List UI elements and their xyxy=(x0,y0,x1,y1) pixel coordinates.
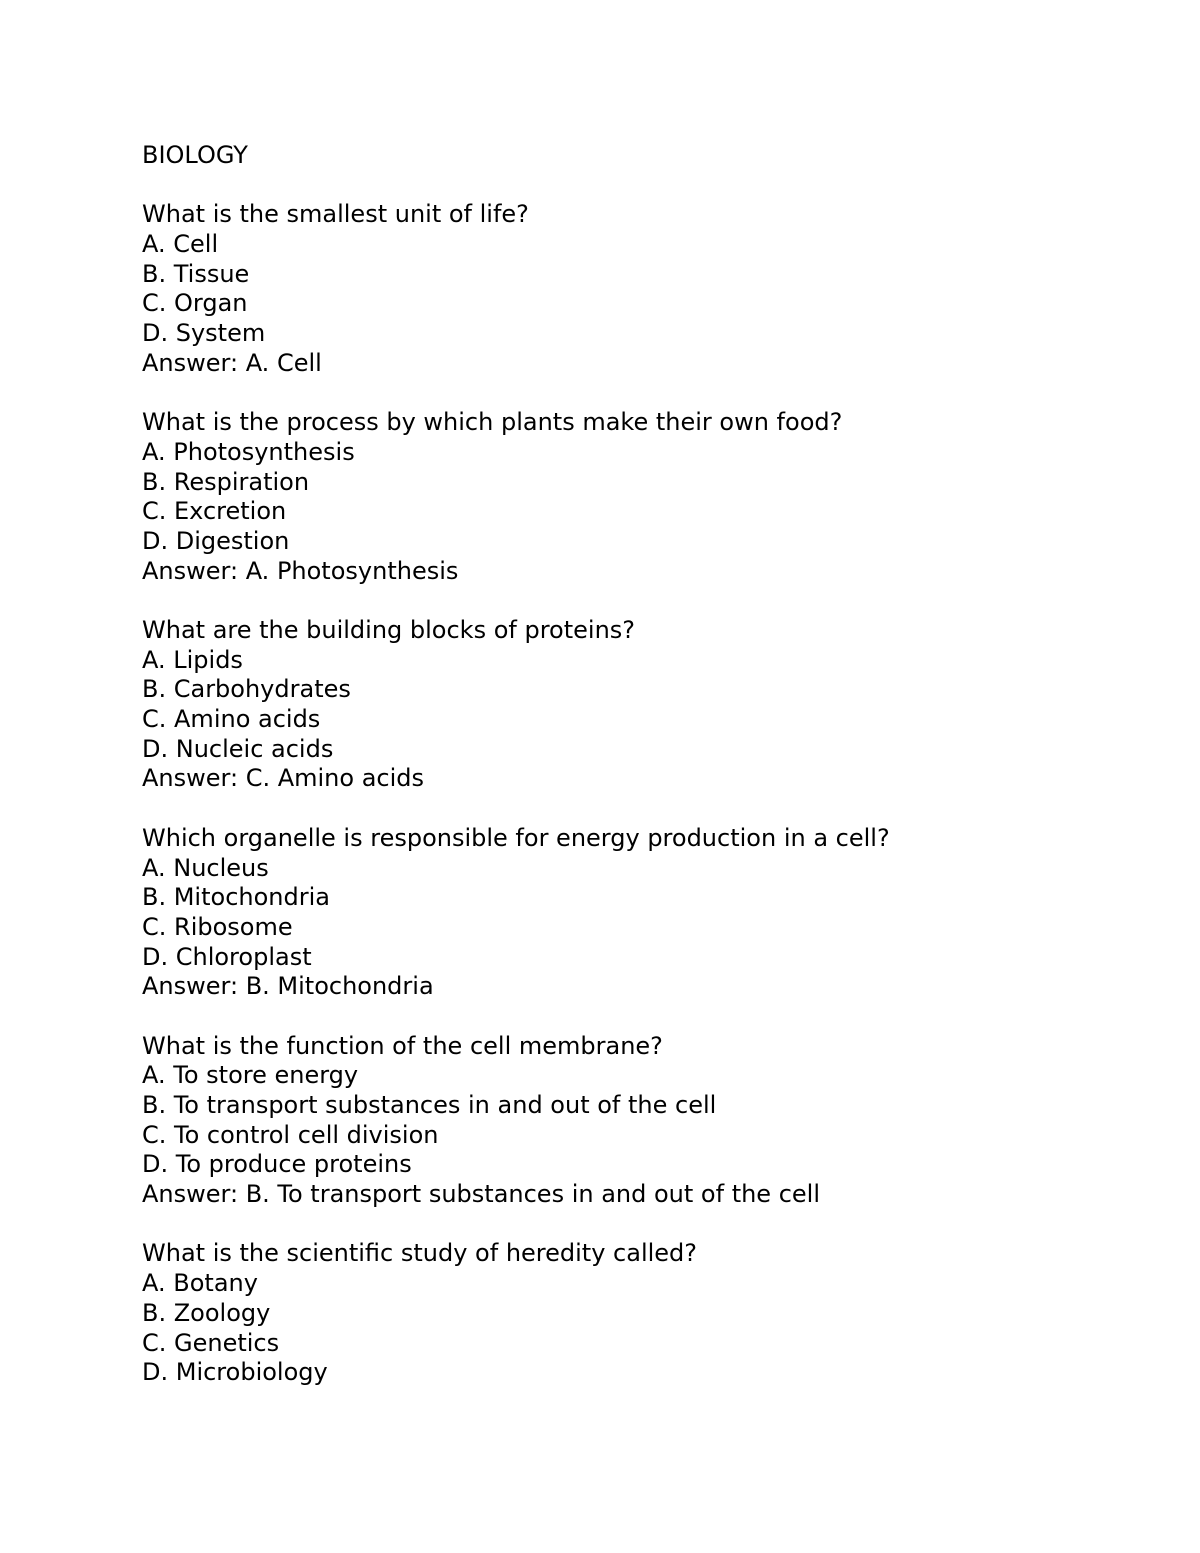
answer-option: C. To control cell division xyxy=(142,1120,439,1149)
correct-answer: Answer: B. Mitochondria xyxy=(142,972,434,1001)
answer-option: D. Chloroplast xyxy=(142,942,312,971)
question-text: What is the function of the cell membrane? xyxy=(142,1031,663,1060)
answer-option: C. Organ xyxy=(142,289,248,318)
answer-option: B. Zoology xyxy=(142,1298,271,1327)
question-block xyxy=(142,1032,1122,1210)
answer-option: D. Microbiology xyxy=(142,1358,328,1387)
question-text: What is the process by which plants make their own food? xyxy=(142,408,843,437)
answer-option: B. Tissue xyxy=(142,259,250,288)
question-text: Which organelle is responsible for energy production in a cell? xyxy=(142,823,890,852)
answer-option: A. To store energy xyxy=(142,1061,359,1090)
answer-option: D. Nucleic acids xyxy=(142,734,334,763)
answer-option: C. Genetics xyxy=(142,1328,280,1357)
answer-option: D. System xyxy=(142,319,266,348)
answer-option: B. Mitochondria xyxy=(142,883,330,912)
correct-answer: Answer: A. Photosynthesis xyxy=(142,556,459,585)
document-title: BIOLOGY xyxy=(142,141,248,169)
answer-option: D. To produce proteins xyxy=(142,1150,412,1179)
answer-option: B. Respiration xyxy=(142,467,310,496)
question-block xyxy=(142,824,1122,1002)
answer-option: A. Lipids xyxy=(142,645,243,674)
question-block xyxy=(142,200,1122,378)
answer-option: A. Botany xyxy=(142,1269,258,1298)
correct-answer: Answer: A. Cell xyxy=(142,348,322,377)
answer-option: A. Photosynthesis xyxy=(142,437,355,466)
question-text: What is the scientific study of heredity called? xyxy=(142,1239,698,1268)
document-content xyxy=(142,141,1122,1388)
answer-option: C. Ribosome xyxy=(142,912,293,941)
question-text: What is the smallest unit of life? xyxy=(142,200,529,229)
question-block xyxy=(142,408,1122,586)
correct-answer: Answer: B. To transport substances in and out of the cell xyxy=(142,1180,820,1209)
correct-answer: Answer: C. Amino acids xyxy=(142,764,424,793)
answer-option: C. Amino acids xyxy=(142,705,321,734)
answer-option: B. To transport substances in and out of the cell xyxy=(142,1091,717,1119)
question-block xyxy=(142,1239,1122,1387)
answer-option: A. Nucleus xyxy=(142,853,269,882)
question-block xyxy=(142,616,1122,794)
answer-option: A. Cell xyxy=(142,230,219,259)
answer-option: C. Excretion xyxy=(142,497,287,526)
question-text: What are the building blocks of proteins? xyxy=(142,616,636,644)
answer-option: D. Digestion xyxy=(142,526,290,555)
answer-option: B. Carbohydrates xyxy=(142,675,351,704)
